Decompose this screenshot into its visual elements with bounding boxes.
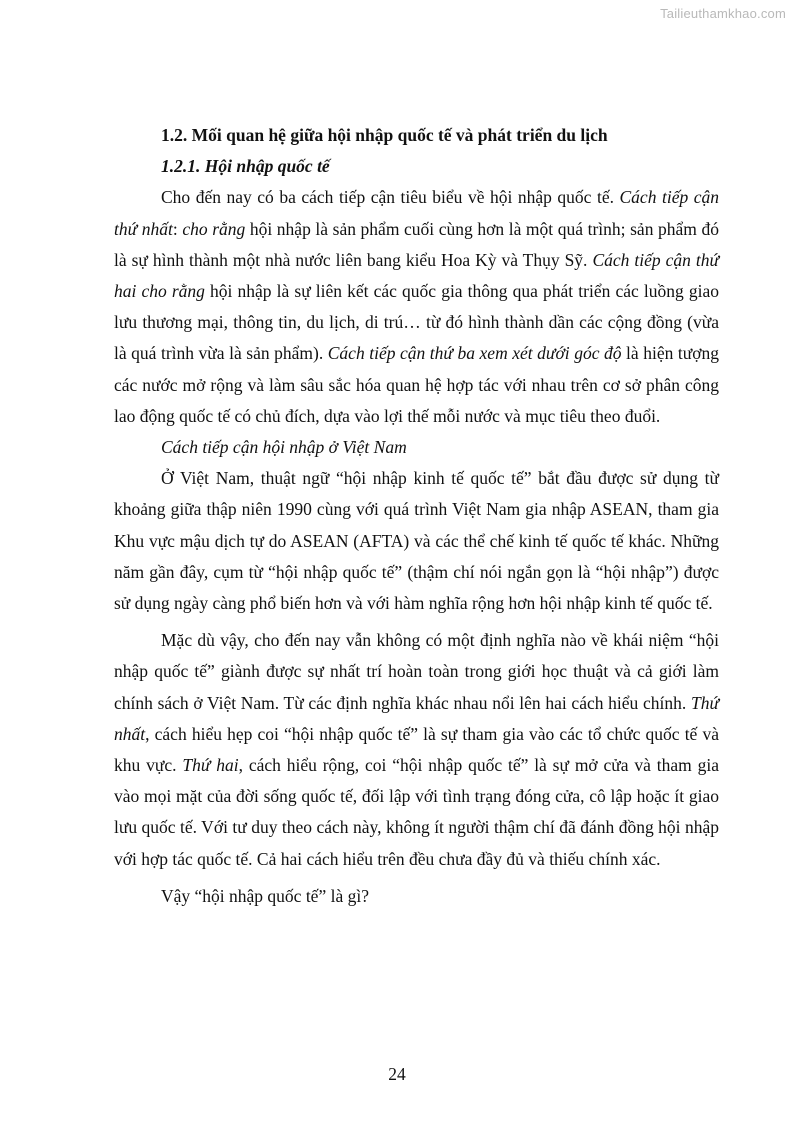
italic-run: Thứ nhất [114, 692, 719, 744]
text-run: là hiện tượng các nước mở rộng và làm sâu sắc hóa quan hệ hợp tác với nhau trên cơ sở phân công lao động quốc tế có chủ đích, dựa vào lợi thế mỗi nước và mục tiêu theo đuổi. [114, 343, 719, 426]
italic-run: Cách tiếp cận thứ hai cho rằng [114, 249, 720, 302]
paragraph-definitions [114, 625, 719, 875]
section-heading: 1.2. Mối quan hệ giữa hội nhập quốc tế và phát triển du lịch [161, 125, 608, 145]
text-run: hội nhập là sản phẩm cuối cùng hơn là một quá trình; sản phẩm đó là sự hình thành một nhà nước liên bang kiểu Hoa Kỳ và Thụy Sỹ. [114, 218, 720, 270]
text-run: , cách hiểu hẹp coi “hội nhập quốc tế” là sự tham gia vào các tổ chức quốc tế và khu vực. [114, 723, 719, 776]
paragraph-vietnam: Ở Việt Nam, thuật ngữ “hội nhập kinh tế quốc tế” bắt đầu được sử dụng từ khoảng giữa thập niên 1990 cùng với quá trình Việt Nam gia nhập ASEAN, tham gia Khu vực mậu dịch tự do ASEAN (AFTA) và các thể chế kinh tế quốc tế khác. Những năm gần đây, cụm từ “hội nhập quốc tế” (thậm chí nói ngắn gọn là “hội nhập”) được sử dụng ngày càng phổ biến hơn và với hàm nghĩa rộng hơn hội nhập kinh tế quốc tế. [114, 468, 719, 614]
italic-run: Cách tiếp cận thứ ba xem xét dưới góc độ [327, 343, 622, 364]
vietnam-approach-heading: Cách tiếp cận hội nhập ở Việt Nam [161, 437, 407, 458]
page-number: 24 [388, 1064, 406, 1084]
paragraph-approaches [114, 182, 719, 432]
text-run: hội nhập là sự liên kết các quốc gia thông qua phát triển các luồng giao lưu thương mại, thông tin, du lịch, di trú… từ đó hình thành dần các cộng đồng (vừa là quá trình vừa là sản phẩm). [114, 281, 719, 364]
text-run: : [172, 218, 183, 239]
italic-run: cho rằng [182, 218, 246, 239]
italic-run: Cách tiếp cận thứ nhất [114, 187, 720, 239]
paragraph-question: Vậy “hội nhập quốc tế” là gì? [161, 885, 369, 906]
watermark: Tailieuthamkhao.com [660, 6, 786, 21]
italic-run: Thứ hai [182, 755, 239, 776]
text-run: , cách hiểu rộng, coi “hội nhập quốc tế” là sự mở cửa và tham gia vào mọi mặt của đời sống quốc tế, đối lập với tình trạng đóng cửa, cô lập hoặc ít giao lưu quốc tế. Với tư duy theo cách này, không ít người thậm chí đã đánh đồng hội nhập với hợp tác quốc tế. Cả hai cách hiểu trên đều chưa đầy đủ và thiếu chính xác. [114, 755, 720, 869]
text-run: Mặc dù vậy, cho đến nay vẫn không có một định nghĩa nào về khái niệm “hội nhập quốc tế” giành được sự nhất trí hoàn toàn trong giới học thuật và cả giới làm chính sách ở Việt Nam. Từ các định nghĩa khác nhau nổi lên hai cách hiểu chính. [114, 630, 719, 713]
page-body [114, 120, 719, 912]
subsection-heading: 1.2.1. Hội nhập quốc tế [161, 156, 330, 177]
text-run: Cho đến nay có ba cách tiếp cận tiêu biểu về hội nhập quốc tế. [161, 187, 620, 208]
